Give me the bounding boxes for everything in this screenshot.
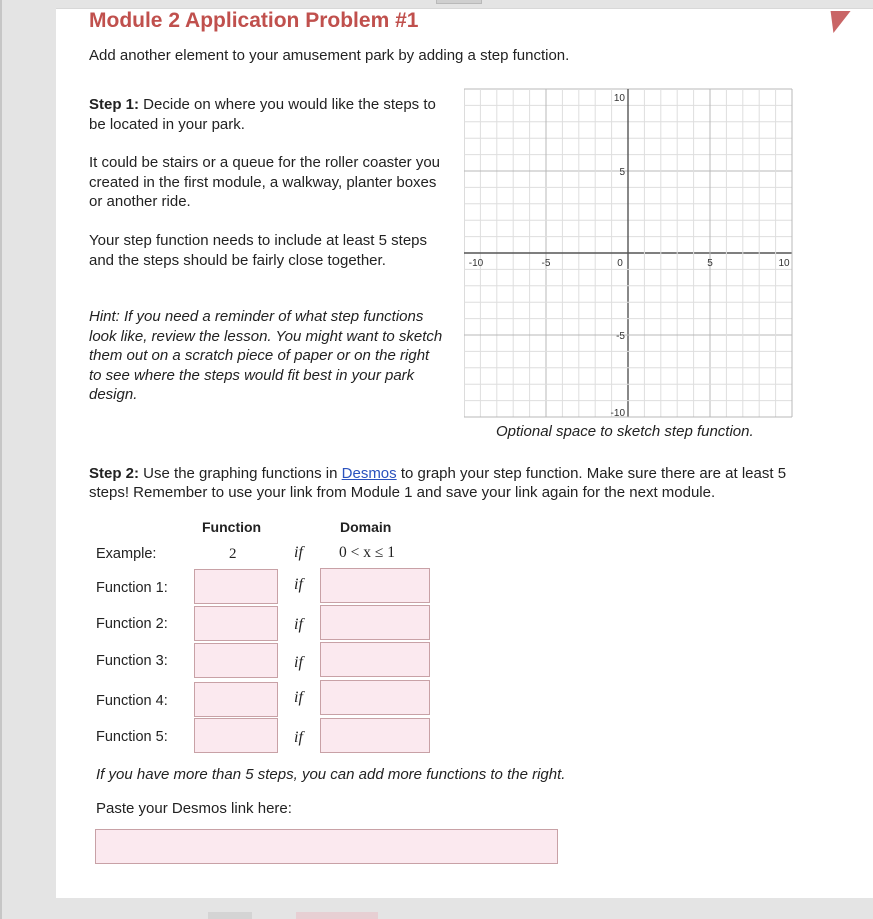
step1-text: Decide on where you would like the steps to be located in your park.: [89, 96, 436, 133]
domain-3-input[interactable]: [320, 642, 430, 677]
left-page-edge: [0, 0, 2, 919]
function-column-header: Function: [202, 519, 262, 535]
step1-label: Step 1:: [89, 96, 140, 113]
bottom-tab-indicator: [208, 912, 252, 919]
function-2-label: Function 2:: [96, 616, 168, 632]
step1-paragraph-2: It could be stairs or a queue for the roller coaster you created in the first module, a walkway, planter boxes or another ride.: [89, 154, 441, 210]
domain-2-input[interactable]: [320, 605, 430, 640]
example-if: if: [294, 544, 303, 561]
graph-caption: Optional space to sketch step function.: [496, 423, 754, 440]
function-1-label: Function 1:: [96, 580, 168, 596]
y-tick-label: -5: [616, 331, 625, 342]
function-1-input[interactable]: [194, 569, 278, 604]
domain-4-input[interactable]: [320, 680, 430, 715]
example-label: Example:: [96, 546, 157, 562]
y-tick-label: 5: [619, 167, 625, 178]
page-title: Module 2 Application Problem #1: [89, 9, 419, 32]
function-2-if: if: [294, 616, 303, 633]
hint-text: Hint: If you need a reminder of what step functions look like, review the lesson. You might want to sketch them out on a scratch piece of paper or on the right to see where the steps would fit best in your park design.: [89, 308, 443, 403]
function-1-if: if: [294, 576, 303, 593]
example-domain: 0 < x ≤ 1: [339, 544, 395, 561]
sketch-grid[interactable]: [464, 86, 794, 420]
function-5-if: if: [294, 729, 303, 746]
top-tab-indicator: [436, 0, 482, 4]
desmos-link-input[interactable]: [95, 829, 558, 864]
step1-paragraph-3: Your step function needs to include at least 5 steps and the steps should be fairly close together.: [89, 232, 428, 269]
y-tick-label: -10: [610, 408, 625, 419]
more-steps-note: If you have more than 5 steps, you can add more functions to the right.: [96, 766, 566, 783]
function-3-input[interactable]: [194, 643, 278, 678]
y-axis-tick-labels: [611, 93, 626, 419]
function-3-if: if: [294, 654, 303, 671]
step1-paragraph: [89, 95, 449, 134]
function-4-input[interactable]: [194, 682, 278, 717]
function-3-label: Function 3:: [96, 653, 168, 669]
example-function-value: 2: [229, 546, 237, 562]
document-page: [56, 8, 873, 898]
domain-column-header: Domain: [340, 519, 392, 535]
step2-text-before: Use the graphing functions in: [139, 465, 342, 482]
paste-link-label: Paste your Desmos link here:: [96, 800, 292, 817]
x-tick-label: -10: [468, 258, 484, 269]
step2-text-after: to graph your step function. Make sure there are at least 5 steps! Remember to use your link from Module 1 and save your link again for the next module.: [89, 465, 787, 501]
function-5-label: Function 5:: [96, 729, 168, 745]
x-tick-label: 0: [617, 258, 623, 269]
function-5-input[interactable]: [194, 718, 278, 753]
intro-text: Add another element to your amusement park by adding a step function.: [89, 47, 570, 64]
bottom-tab-indicator-2: [296, 912, 378, 919]
function-2-input[interactable]: [194, 606, 278, 641]
domain-5-input[interactable]: [320, 718, 430, 753]
x-axis-tick-labels: [469, 258, 790, 269]
x-tick-label: 5: [707, 258, 713, 269]
domain-1-input[interactable]: [320, 568, 430, 603]
desmos-link[interactable]: Desmos: [341, 465, 397, 482]
function-4-if: if: [294, 689, 303, 706]
step2-label: Step 2:: [89, 465, 140, 482]
bookmark-corner-icon: [823, 11, 850, 33]
step2-paragraph: [89, 464, 829, 502]
x-tick-label: -5: [541, 258, 551, 269]
grid-lines: [464, 89, 792, 417]
function-4-label: Function 4:: [96, 693, 168, 709]
y-tick-label: 10: [613, 93, 625, 104]
x-tick-label: 10: [778, 258, 790, 269]
